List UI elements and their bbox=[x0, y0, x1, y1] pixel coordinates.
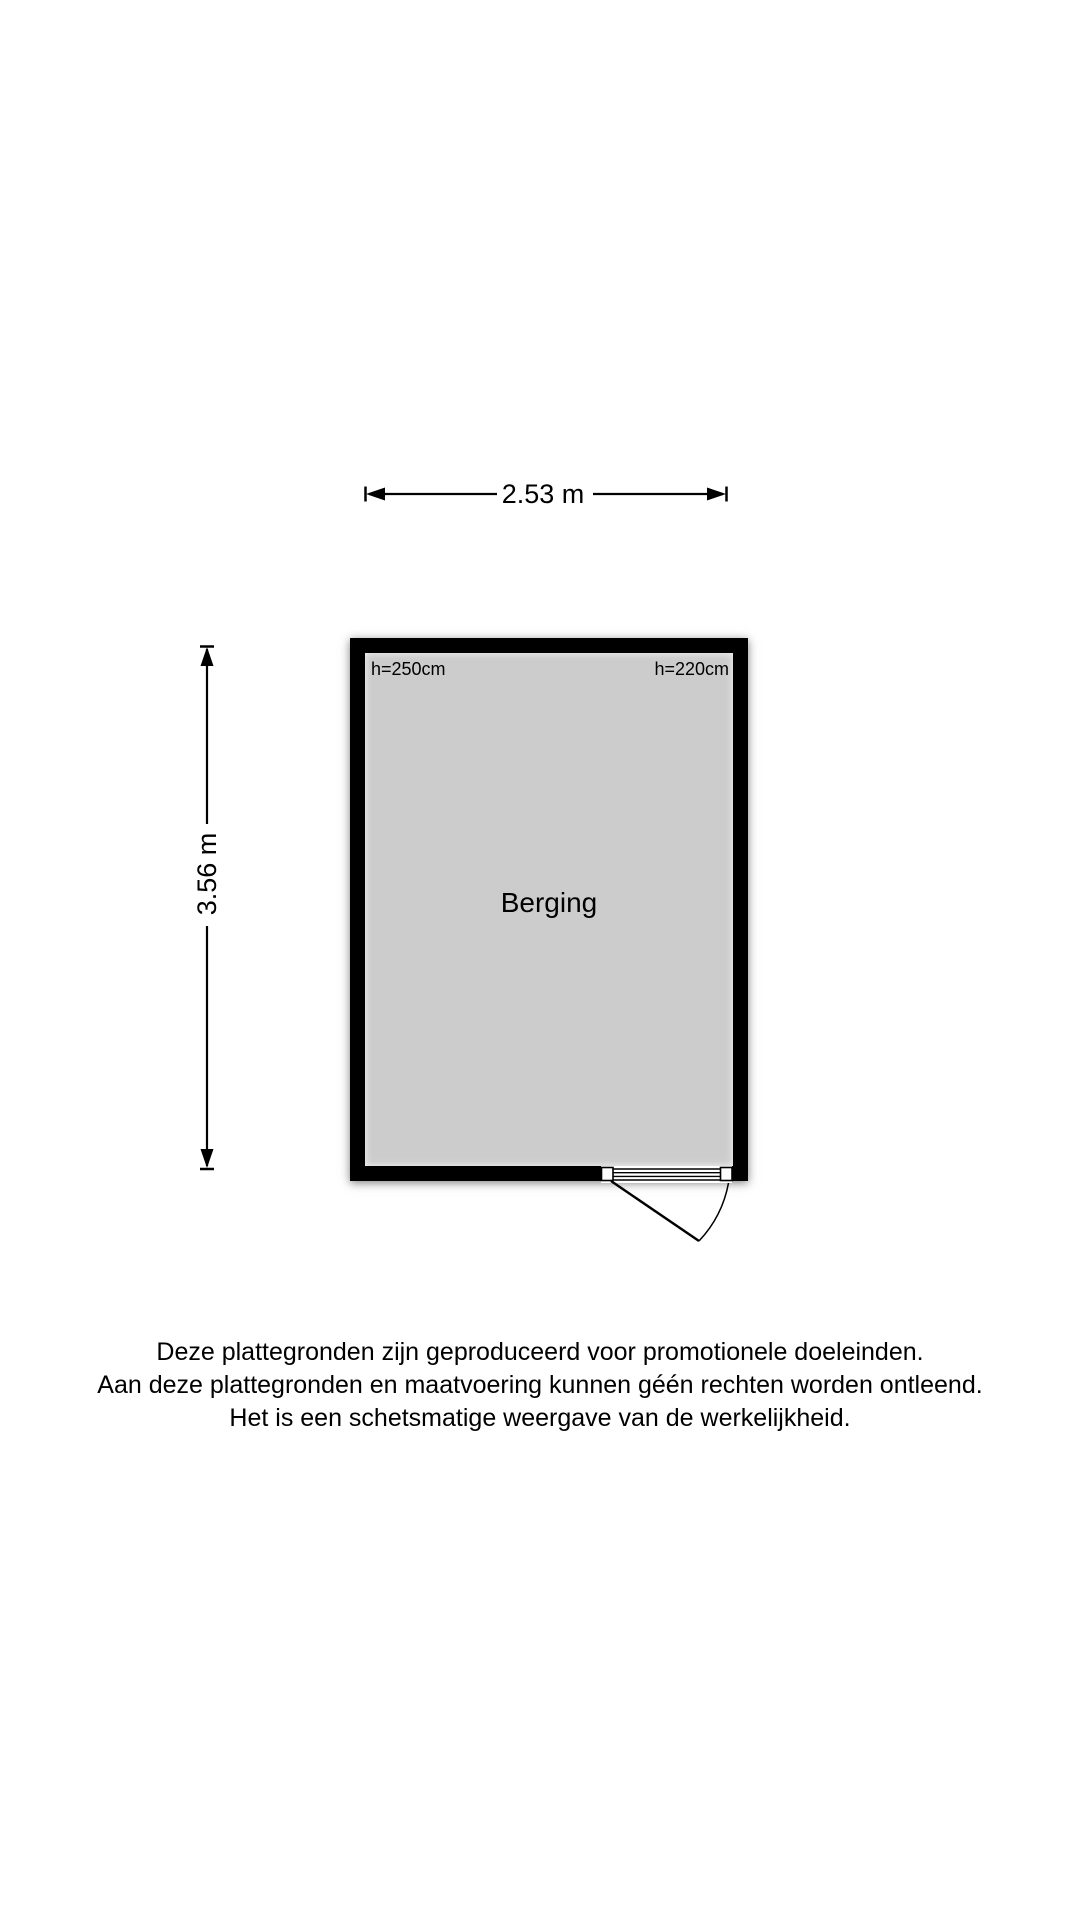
width-dim-arrowhead-left bbox=[366, 488, 385, 501]
height-dimension-label: 3.56 m bbox=[192, 832, 222, 916]
ceiling-height-label-right: h=220cm bbox=[654, 659, 729, 679]
height-dim-arrowhead-bottom bbox=[201, 1149, 214, 1168]
disclaimer-line-3: Het is een schetsmatige weergave van de werkelijkheid. bbox=[229, 1404, 851, 1432]
door-swing-arc bbox=[699, 1183, 729, 1241]
disclaimer-line-1: Deze plattegronden zijn geproduceerd voor promotionele doeleinden. bbox=[156, 1338, 924, 1366]
width-dim-arrowhead-right bbox=[707, 488, 726, 501]
door-leaf bbox=[611, 1181, 699, 1241]
height-dim-arrowhead-top bbox=[201, 647, 214, 666]
disclaimer-line-2: Aan deze plattegronden en maatvoering kunnen géén rechten worden ontleend. bbox=[97, 1371, 983, 1399]
room-name-label: Berging bbox=[500, 887, 598, 918]
width-dimension-label: 2.53 m bbox=[501, 479, 585, 509]
ceiling-height-label-left: h=250cm bbox=[371, 659, 446, 679]
disclaimer-text bbox=[0, 1336, 1080, 1435]
